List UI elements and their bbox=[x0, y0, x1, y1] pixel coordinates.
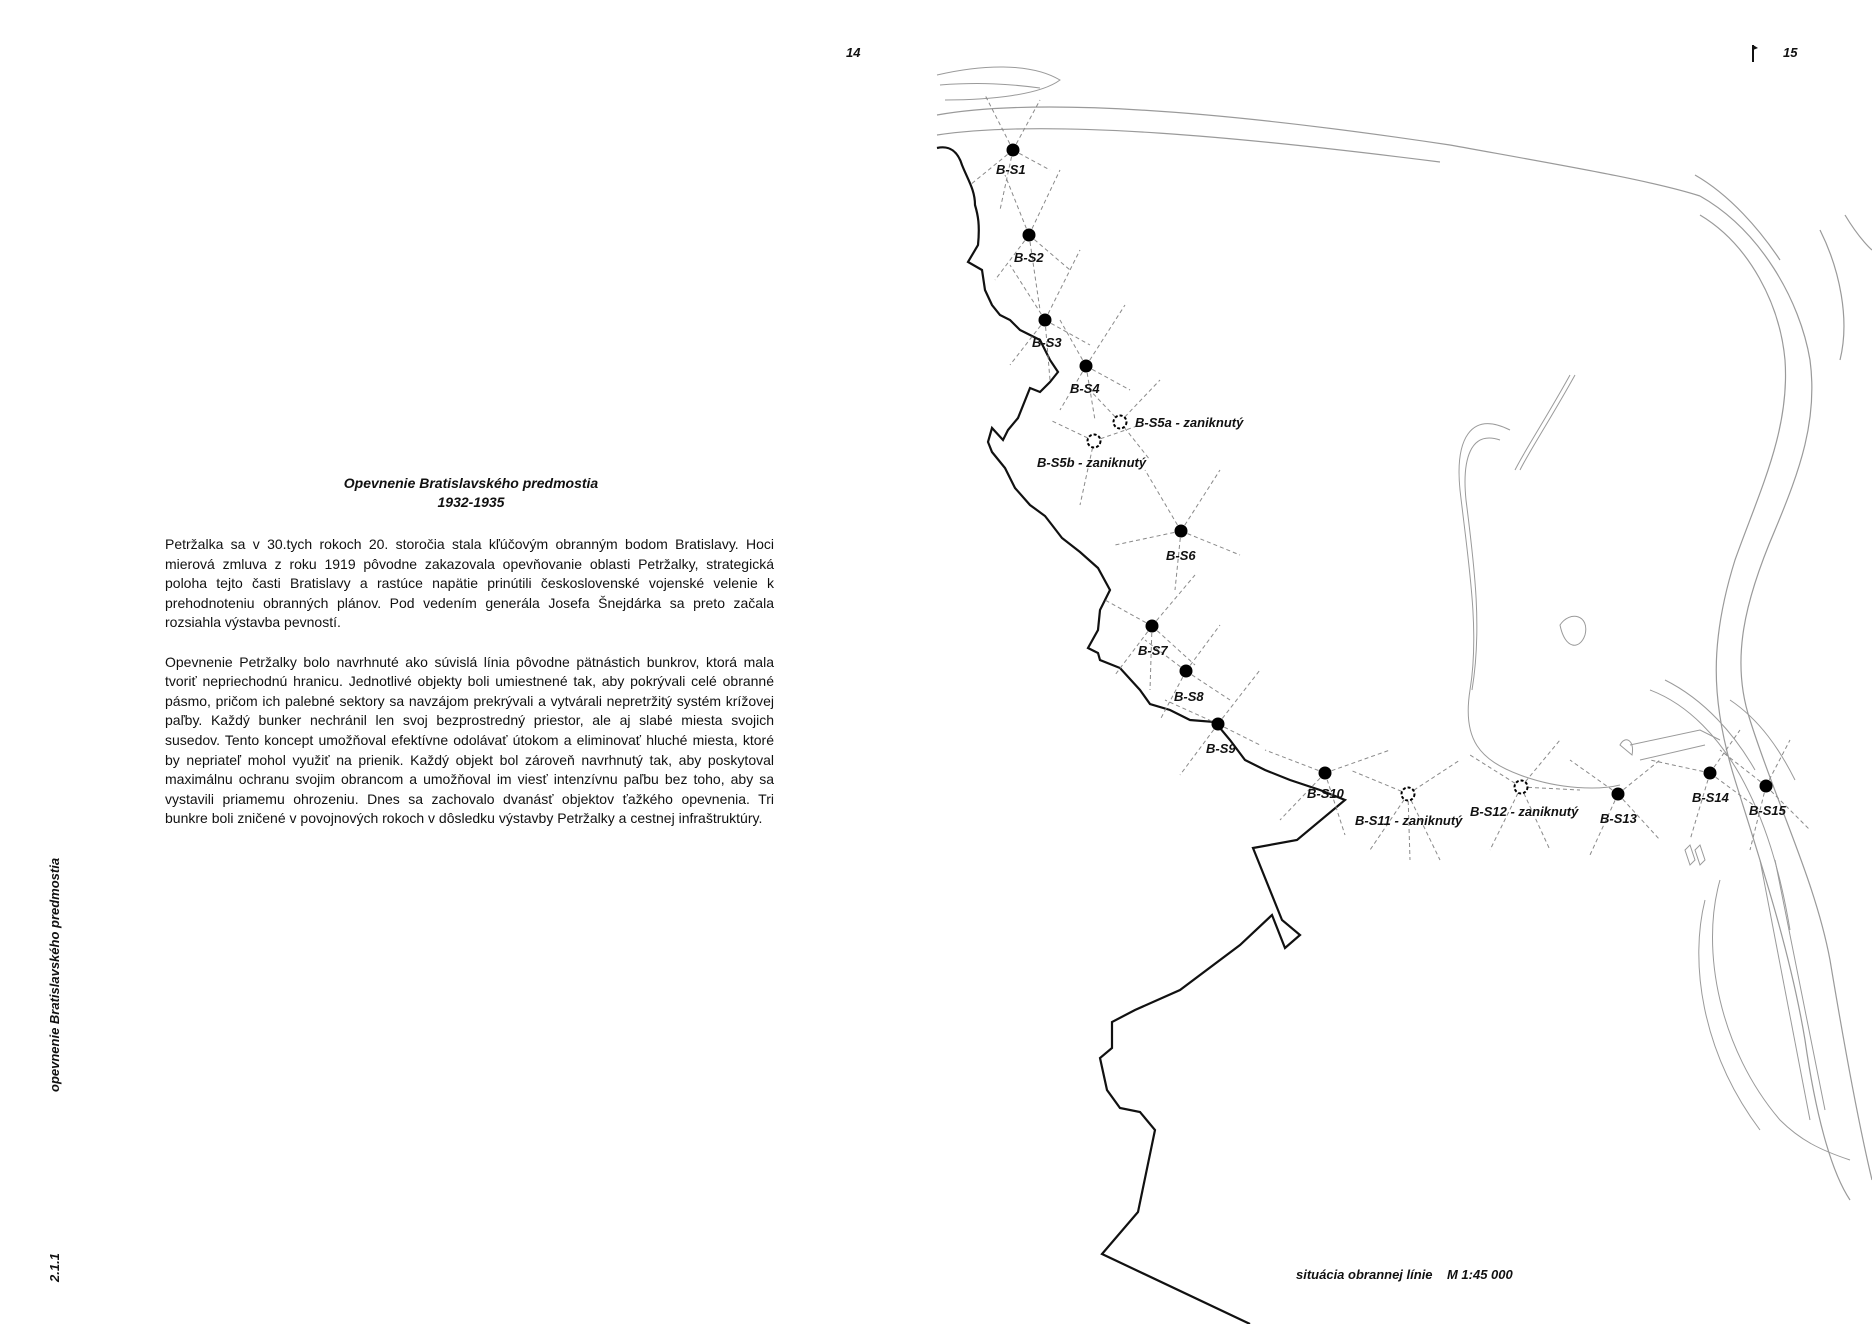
bunker-marker-bs6 bbox=[1175, 525, 1188, 538]
bunker-label: B-S5a - zaniknutý bbox=[1135, 415, 1244, 430]
bunker-marker-bs15 bbox=[1760, 780, 1773, 793]
map-caption: situácia obrannej línie M 1:45 000 bbox=[1296, 1267, 1513, 1282]
bunker-marker-bs3 bbox=[1039, 314, 1052, 327]
bunker-label: B-S15 bbox=[1749, 803, 1786, 818]
bunker-label: B-S3 bbox=[1032, 335, 1062, 350]
bunker-label: B-S11 - zaniknutý bbox=[1355, 813, 1463, 828]
bunker-label: B-S2 bbox=[1014, 250, 1044, 265]
bunker-marker-bs9 bbox=[1212, 718, 1225, 731]
page-number-right: 15 bbox=[1783, 45, 1798, 60]
fire-sectors bbox=[970, 95, 1810, 860]
bunker-label: B-S6 bbox=[1166, 548, 1196, 563]
bunker-marker-bs12 bbox=[1515, 781, 1528, 794]
bunker-label: B-S5b - zaniknutý bbox=[1037, 455, 1147, 470]
side-section-number: 2.1.1 bbox=[47, 1253, 62, 1282]
bunker-labels bbox=[996, 162, 1787, 828]
bunker-label: B-S9 bbox=[1206, 741, 1236, 756]
article-years: 1932-1935 bbox=[437, 494, 505, 510]
article-paragraph-2: Opevnenie Petržalky bolo navrhnuté ako súvislá línia pôvodne pätnástich bunkrov, ktorá mala tvoriť nepriechodnú hranicu. Jednotlivé objekty boli umiestnené tak, aby pokrývali celé obranné pásmo, pričom ich palebné sektory sa navzájom prekrývali a vytvárali nepretržitý systém krížovej paľby. Každý bunker nechránil len svoj bezprostredný priestor, ale aj slabé miesta svojich susedov. Tento koncept umožňoval efektívne odolávať útokom a eliminovať hluché miesta, ktoré by nepriateľ mohol využiť na prienik. Každý objekt bol zároveň navrhnutý tak, aby poskytoval maximálnu ochranu svojim obrancom a umožňoval im viesť intenzívnu paľbu bez toho, aby sa vystavili priamemu ohrozeniu. Dnes sa zachovalo dvanásť objektov ťažkého opevnenia. Tri bunkre boli zničené v povojnových rokoch v dôsledku výstavby Petržalky a cestnej infraštruktúry. bbox=[165, 653, 774, 827]
bunker-label: B-S12 - zaniknutý bbox=[1470, 804, 1579, 819]
bunker-label: B-S14 bbox=[1692, 790, 1729, 805]
bunker-marker-bs14 bbox=[1704, 767, 1717, 780]
bunker-marker-bs1 bbox=[1007, 144, 1020, 157]
page-number-left: 14 bbox=[846, 45, 861, 60]
river-banks bbox=[937, 107, 1872, 1200]
bunker-marker-bs11 bbox=[1402, 788, 1415, 801]
bunker-label: B-S7 bbox=[1138, 643, 1168, 658]
bunker-markers bbox=[1007, 144, 1773, 801]
bunker-label: B-S13 bbox=[1600, 811, 1637, 826]
bunker-marker-bs5a bbox=[1114, 416, 1127, 429]
state-border bbox=[937, 147, 1345, 1324]
article-paragraph-1: Petržalka sa v 30.tych rokoch 20. storočia stala kľúčovým obranným bodom Bratislavy. Hoci mierová zmluva z roku 1919 pôvodne zakazovala opevňovanie oblasti Petržalky, strategická poloha tejto časti Bratislavy a rastúce napätie prinútili československé vojenské velenie k prehodnoteniu obranných plánov. Pod vedením generála Josefa Šnejdárka sa preto začala rozsiahla výstavba pevností. bbox=[165, 536, 774, 631]
side-section-title: opevnenie Bratislavského predmostia bbox=[47, 857, 62, 1092]
bunker-marker-bs5b bbox=[1088, 435, 1101, 448]
bunker-marker-bs4 bbox=[1080, 360, 1093, 373]
bunker-marker-bs7 bbox=[1146, 620, 1159, 633]
bunker-label: B-S8 bbox=[1174, 689, 1204, 704]
shore-lines bbox=[937, 67, 1850, 1160]
bunker-label: B-S4 bbox=[1070, 381, 1100, 396]
bunker-marker-bs10 bbox=[1319, 767, 1332, 780]
bunker-marker-bs8 bbox=[1180, 665, 1193, 678]
bunker-label: B-S10 bbox=[1307, 786, 1344, 801]
article-title-text: Opevnenie Bratislavského predmostia bbox=[343, 475, 599, 491]
bunker-marker-bs13 bbox=[1612, 788, 1625, 801]
bunker-label: B-S1 bbox=[996, 162, 1026, 177]
bunker-marker-bs2 bbox=[1023, 229, 1036, 242]
